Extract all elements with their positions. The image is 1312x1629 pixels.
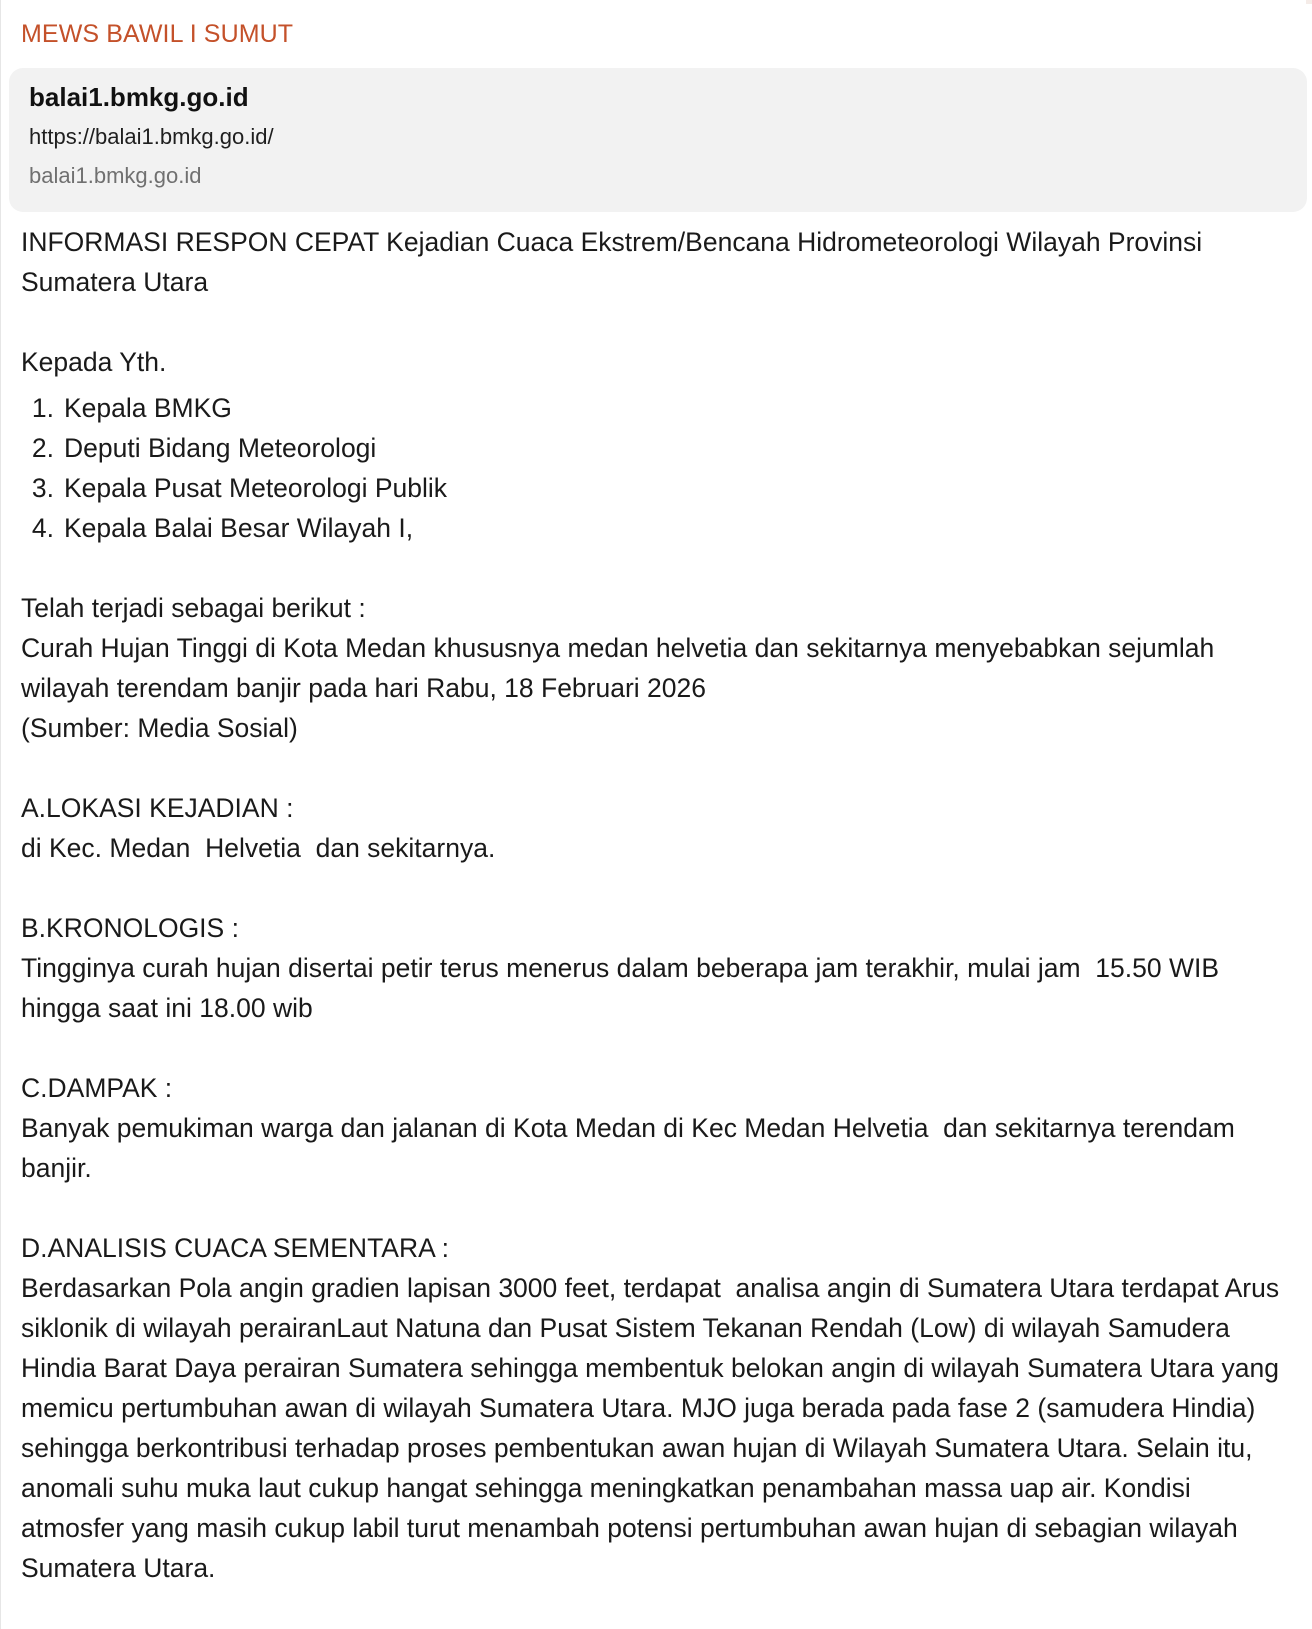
list-item-text: Kepala Pusat Meteorologi Publik xyxy=(64,473,448,503)
message-headline: INFORMASI RESPON CEPAT Kejadian Cuaca Ekstrem/Bencana Hidrometeorologi Wilayah Provinsi Sumatera Utara xyxy=(21,227,1210,297)
list-item-text: Kepala BMKG xyxy=(64,393,232,423)
intro-text: Curah Hujan Tinggi di Kota Medan khususnya medan helvetia dan sekitarnya menyebabkan sejumlah wilayah terendam banjir pada hari Rabu, 18 Februari 2026 xyxy=(21,633,1222,703)
link-preview-domain: balai1.bmkg.go.id xyxy=(29,163,202,188)
list-item xyxy=(21,468,1301,508)
link-preview-title: balai1.bmkg.go.id xyxy=(29,82,249,112)
list-item-text: Kepala Balai Besar Wilayah I, xyxy=(64,513,414,543)
message-text xyxy=(21,222,1301,1588)
impact-text: Banyak pemukiman warga dan jalanan di Kota Medan di Kec Medan Helvetia dan sekitarnya terendam banjir. xyxy=(21,1113,1243,1183)
source-note: (Sumber: Media Sosial) xyxy=(21,713,298,743)
list-item-text: Deputi Bidang Meteorologi xyxy=(64,433,377,463)
sender-name[interactable]: MEWS BAWIL I SUMUT xyxy=(21,20,294,48)
list-item xyxy=(21,428,1301,468)
location-label: A.LOKASI KEJADIAN : xyxy=(21,793,294,823)
analysis-text: Berdasarkan Pola angin gradien lapisan 3000 feet, terdapat analisa angin di Sumatera Utara terdapat Arus siklonik di wilayah perairanLaut Natuna dan Pusat Sistem Tekanan Rendah (Low) di wilayah Samudera Hindia Barat Daya perairan Sumatera sehingga membentuk belokan angin di wilayah Sumatera Utara yang memicu pertumbuhan awan di wilayah Sumatera Utara. MJO juga berada pada fase 2 (samudera Hindia) sehingga berkontribusi terhadap proses pembentukan awan hujan di Wilayah Sumatera Utara. Selain itu, anomali suhu muka laut cukup hangat sehingga meningkatkan penambahan massa uap air. Kondisi atmosfer yang masih cukup labil turut menambah potensi pertumbuhan awan hujan di sebagian wilayah Sumatera Utara. xyxy=(21,1273,1287,1583)
analysis-label: D.ANALISIS CUACA SEMENTARA : xyxy=(21,1233,450,1263)
intro-label: Telah terjadi sebagai berikut : xyxy=(21,593,366,623)
location-text: di Kec. Medan Helvetia dan sekitarnya. xyxy=(21,833,496,863)
list-item-number: 3. xyxy=(31,473,54,503)
message-greeting: Kepada Yth. xyxy=(21,347,167,377)
list-item xyxy=(21,508,1301,548)
chronology-text: Tingginya curah hujan disertai petir terus menerus dalam beberapa jam terakhir, mulai jam 15.50 WIB hingga saat ini 18.00 wib xyxy=(21,953,1227,1023)
chronology-label: B.KRONOLOGIS : xyxy=(21,913,239,943)
recipient-list xyxy=(21,388,1301,548)
list-item-number: 4. xyxy=(31,513,54,543)
list-item-number: 2. xyxy=(31,433,54,463)
link-preview-url[interactable]: https://balai1.bmkg.go.id/ xyxy=(29,124,274,149)
link-preview-card[interactable] xyxy=(9,68,1307,212)
list-item-number: 1. xyxy=(31,393,54,423)
impact-label: C.DAMPAK : xyxy=(21,1073,173,1103)
list-item xyxy=(21,388,1301,428)
